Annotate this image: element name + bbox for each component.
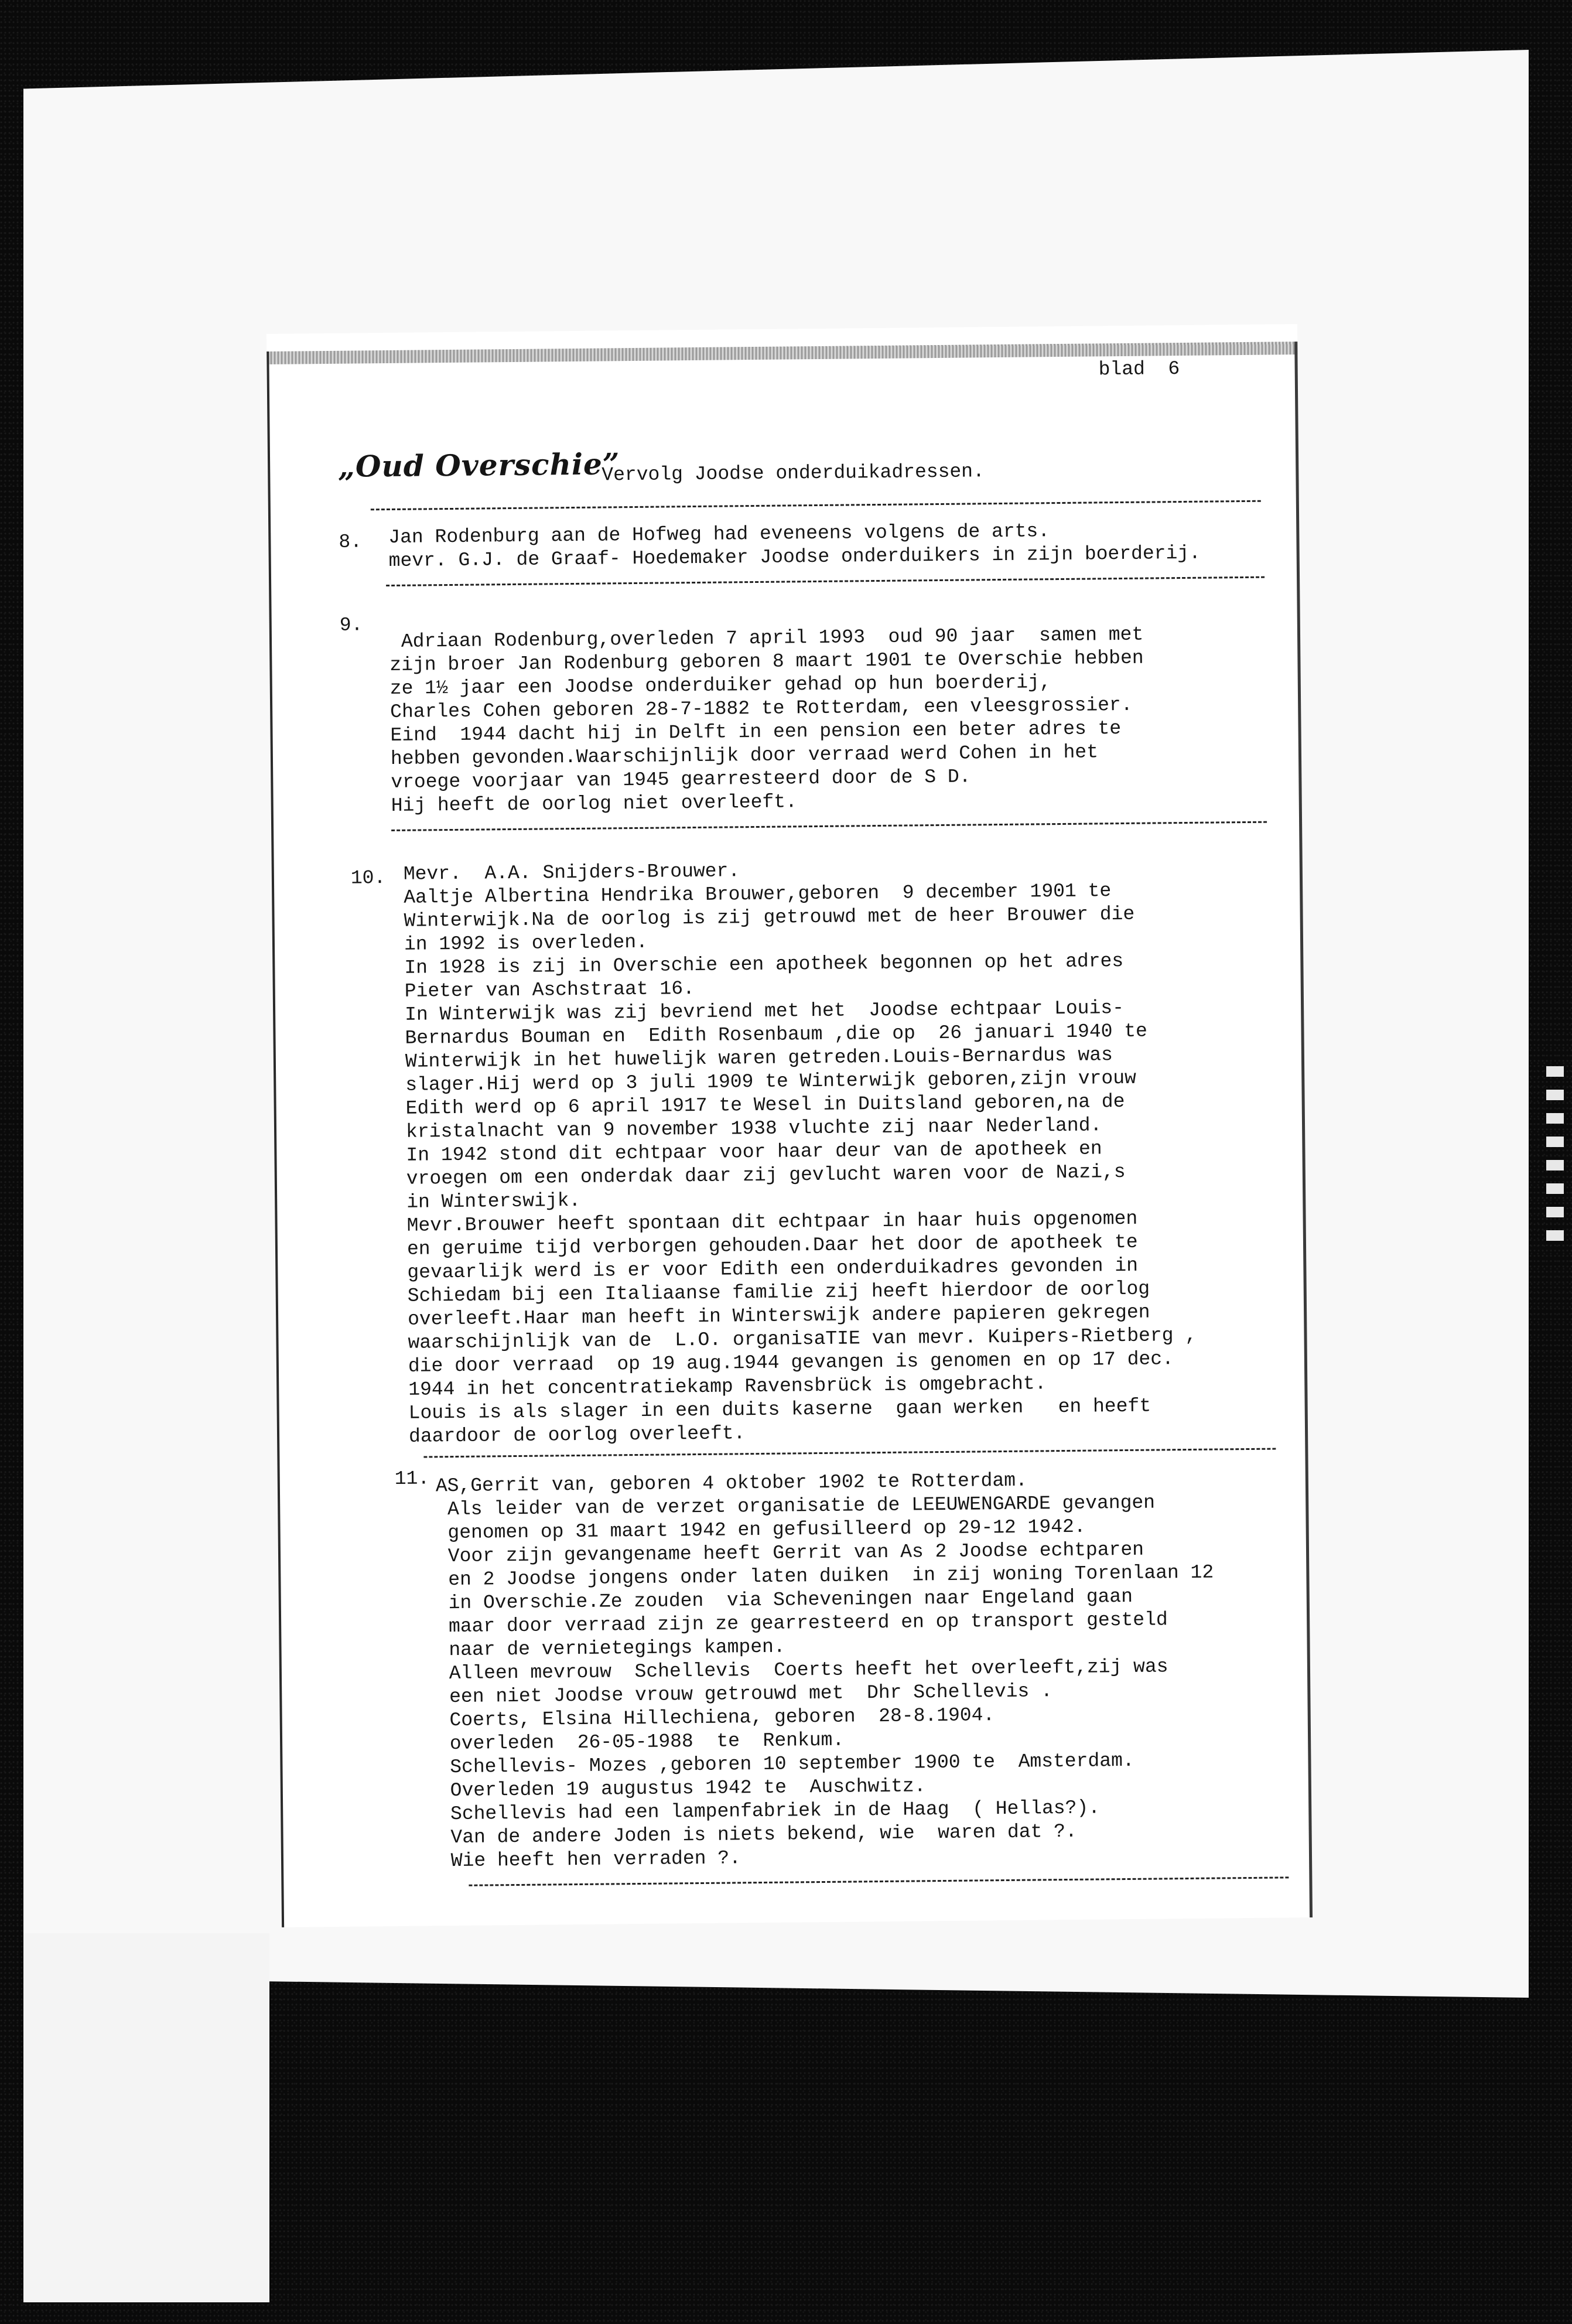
page-number: blad 6 <box>1098 358 1180 381</box>
text-line: naar de vernietegings kampen. <box>437 1636 785 1661</box>
text-line: Eind 1944 dacht hij in Delft in een pension een beter adres te <box>390 718 1122 746</box>
text-line: daardoor de oorlog overleeft. <box>408 1422 746 1448</box>
divider <box>423 1448 1276 1458</box>
text-line: zijn broer Jan Rodenburg geboren 8 maart 1901 te Overschie hebben <box>389 647 1144 677</box>
text-line: in Overschie.Ze zouden via Scheveningen naar Engeland gaan <box>436 1585 1133 1615</box>
section-9 <box>389 623 1145 818</box>
section-number: 10. <box>350 867 386 889</box>
text-line: Adriaan Rodenburg,overleden 7 april 1993 oud 90 jaar samen met <box>389 623 1144 653</box>
paper-strip <box>23 1933 269 2302</box>
text-line: Van de andere Joden is niets bekend, wie waren dat ?. <box>439 1820 1077 1849</box>
text-line: Coerts, Elsina Hillechiena, geboren 28-8.1904. <box>438 1704 995 1732</box>
text-line: hebben gevonden.Waarschijnlijk door verraad werd Cohen in het <box>390 741 1099 770</box>
document-heading: Vervolg Joodse onderduikadressen. <box>602 460 985 486</box>
divider <box>391 821 1267 831</box>
text-line: kristalnacht van 9 november 1938 vluchte zij naar Nederland. <box>405 1114 1102 1143</box>
text-line: Jan Rodenburg aan de Hofweg had eveneens volgens de arts. <box>388 520 1050 549</box>
text-line: Schellevis- Mozes ,geboren 10 september 1900 te Amsterdam. <box>438 1749 1134 1779</box>
text-line: in Winterswijk. <box>406 1189 581 1213</box>
text-line: In 1942 stond dit echtpaar voor haar deur van de apotheek en <box>406 1138 1102 1166</box>
section-11 <box>436 1468 1216 1873</box>
text-line: een niet Joodse vrouw getrouwd met Dhr Schellevis . <box>438 1680 1053 1708</box>
newsletter-logo: „Oud Overschie” <box>337 446 620 484</box>
text-line: Voor zijn gevangename heeft Gerrit van As 2 Joodse echtparen <box>436 1538 1144 1568</box>
text-line: Charles Cohen geboren 28-7-1882 te Rotterdam, een vleesgrossier. <box>390 694 1133 724</box>
text-line: Winterwijk in het huwelijk waren getreden.Louis-Bernardus was <box>405 1044 1113 1073</box>
text-line: overleeft.Haar man heeft in Winterswijk andere papieren gekregen <box>407 1301 1150 1330</box>
text-line: Schiedam bij een Italiaanse familie zij heeft hierdoor de oorlog <box>407 1278 1150 1307</box>
text-line: Mevr.Brouwer heeft spontaan dit echtpaar in haar huis opgenomen <box>406 1207 1138 1237</box>
text-line: AS,Gerrit van, geboren 4 oktober 1902 te Rotterdam. <box>435 1469 1027 1497</box>
text-line: Alleen mevrouw Schellevis Coerts heeft het overleeft,zij was <box>437 1656 1168 1685</box>
text-line: Bernardus Bouman en Edith Rosenbaum ,die op 26 januari 1940 te <box>405 1020 1148 1049</box>
text-line: Edith werd op 6 april 1917 te Wesel in Duitsland geboren,na de <box>405 1090 1125 1120</box>
text-line: waarschijnlijk van de L.O. organisaTIE van mevr. Kuipers-Rietberg , <box>408 1324 1197 1354</box>
section-number: 8. <box>339 531 363 553</box>
edge-marking <box>1546 1066 1564 1254</box>
text-line: Als leider van de verzet organisatie de LEEUWENGARDE gevangen <box>436 1492 1156 1521</box>
text-line: 1944 in het concentratiekamp Ravensbrück is omgebracht. <box>408 1373 1047 1401</box>
text-line: die door verraad op 19 aug.1944 gevangen is genomen en op 17 dec. <box>408 1348 1174 1377</box>
text-line: mevr. G.J. de Graaf- Hoedemaker Joodse onderduikers in zijn boerderij. <box>388 542 1201 572</box>
text-line: maar door verraad zijn ze gearresteerd en op transport gesteld <box>437 1609 1168 1638</box>
section-number: 11. <box>394 1468 430 1490</box>
text-line: ze 1½ jaar een Joodse onderduiker gehad op hun boerderij, <box>389 671 1051 700</box>
text-line: Pieter van Aschstraat 16. <box>404 978 695 1002</box>
text-line: Aaltje Albertina Hendrika Brouwer,geboren 9 december 1901 te <box>404 880 1112 909</box>
text-line: vroege voorjaar van 1945 gearresteerd door de S D. <box>391 766 971 793</box>
text-line: genomen op 31 maart 1942 en gefusilleerd op 29-12 1942. <box>436 1516 1086 1544</box>
section-8 <box>388 518 1201 573</box>
divider <box>371 500 1261 511</box>
section-number: 9. <box>339 614 363 636</box>
section-10 <box>404 855 1198 1449</box>
text-line: Schellevis had een lampenfabriek in de Haag ( Hellas?). <box>439 1797 1101 1825</box>
text-line: overleden 26-05-1988 te Renkum. <box>438 1729 845 1755</box>
text-line: en 2 Joodse jongens onder laten duiken in zij woning Torenlaan 12 <box>436 1561 1214 1591</box>
text-line: vroegen om een onderdak daar zij gevlucht waren voor de Nazi,s <box>406 1161 1126 1190</box>
text-line: Hij heeft de oorlog niet overleeft. <box>391 791 798 817</box>
text-line: Louis is als slager in een duits kaserne gaan werken en heeft <box>408 1395 1151 1424</box>
divider <box>469 1876 1289 1886</box>
document-page <box>266 324 1313 1927</box>
text-line: Wie heeft hen verraden ?. <box>439 1847 741 1872</box>
text-line: Winterwijk.Na de oorlog is zij getrouwd met de heer Brouwer die <box>404 903 1135 932</box>
text-line: gevaarlijk werd is er voor Edith een onderduikadres gevonden in <box>407 1254 1139 1284</box>
text-line: Mevr. A.A. Snijders-Brouwer. <box>403 860 740 885</box>
text-line: Overleden 19 augustus 1942 te Auschwitz. <box>438 1775 926 1802</box>
text-line: in 1992 is overleden. <box>404 931 648 955</box>
text-line: slager.Hij werd op 3 juli 1909 te Winterwijk geboren,zijn vrouw <box>405 1067 1137 1096</box>
text-line: In Winterwijk was zij bevriend met het Joodse echtpaar Louis- <box>404 997 1125 1026</box>
divider <box>386 576 1265 586</box>
text-line: en geruime tijd verborgen gehouden.Daar het door de apotheek te <box>406 1231 1138 1260</box>
text-line: In 1928 is zij in Overschie een apotheek begonnen op het adres <box>404 950 1124 979</box>
